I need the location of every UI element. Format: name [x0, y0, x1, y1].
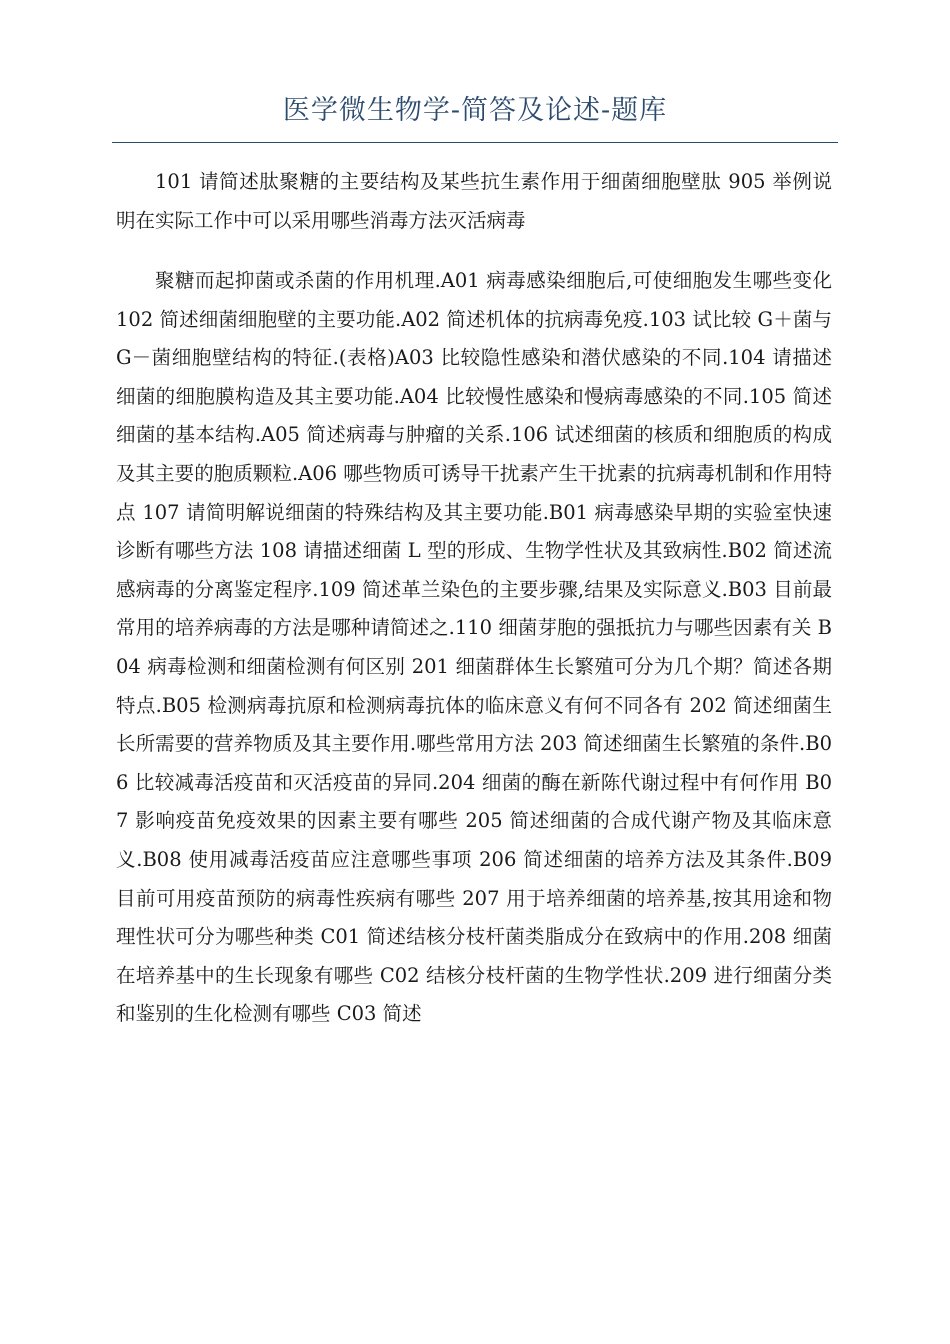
paragraph-2: 聚糖而起抑菌或杀菌的作用机理.A01 病毒感染细胞后,可使细胞发生哪些变化 102 简述细菌细胞壁的主要功能.A02 简述机体的抗病毒免疫.103 试比较 G＋菌与 G－菌细胞壁结构的特征.(表格)A03 比较隐性感染和潜伏感染的不同.104 请描述细菌的细胞膜构造及其主要功能.A04 比较慢性感染和慢病毒感染的不同.105 简述细菌的基本结构.A05 简述病毒与肿瘤的关系.106 试述细菌的核质和细胞质的构成及其主要的胞质颗粒.A06 哪些物质可诱导干扰素产生干扰素的抗病毒机制和作用特点 107 请简明解说细菌的特殊结构及其主要功能.B01 病毒感染早期的实验室快速诊断有哪些方法 108 请描述细菌 L 型的形成、生物学性状及其致病性.B02 简述流感病毒的分离鉴定程序.109 简述革兰染色的主要步骤,结果及实际意义.B03 目前最常用的培养病毒的方法是哪种请简述之.110 细菌芽胞的强抵抗力与哪些因素有关 B04 病毒检测和细菌检测有何区别 201 细菌群体生长繁殖可分为几个期？简述各期特点.B05 检测病毒抗原和检测病毒抗体的临床意义有何不同各有 202 简述细菌生长所需要的营养物质及其主要作用.哪些常用方法 203 简述细菌生长繁殖的条件.B06 比较减毒活疫苗和灭活疫苗的异同.204 细菌的酶在新陈代谢过程中有何作用 B07 影响疫苗免疫效果的因素主要有哪些 205 简述细菌的合成代谢产物及其临床意义.B08 使用减毒活疫苗应注意哪些事项 206 简述细菌的培养方法及其条件.B09 目前可用疫苗预防的病毒性疾病有哪些 207 用于培养细菌的培养基,按其用途和物理性状可分为哪些种类 C01 简述结核分枝杆菌类脂成分在致病中的作用.208 细菌在培养基中的生长现象有哪些 C02 结核分枝杆菌的生物学性状.209 进行细菌分类和鉴别的生化检测有哪些 C03 简述	[116, 269, 832, 1026]
paragraph-1: 101 请简述肽聚糖的主要结构及某些抗生素作用于细菌细胞壁肽 905 举例说明在实际工作中可以采用哪些消毒方法灭活病毒	[116, 170, 832, 232]
document-title: 医学微生物学-简答及论述-题库	[282, 95, 668, 126]
title-divider	[112, 142, 838, 143]
